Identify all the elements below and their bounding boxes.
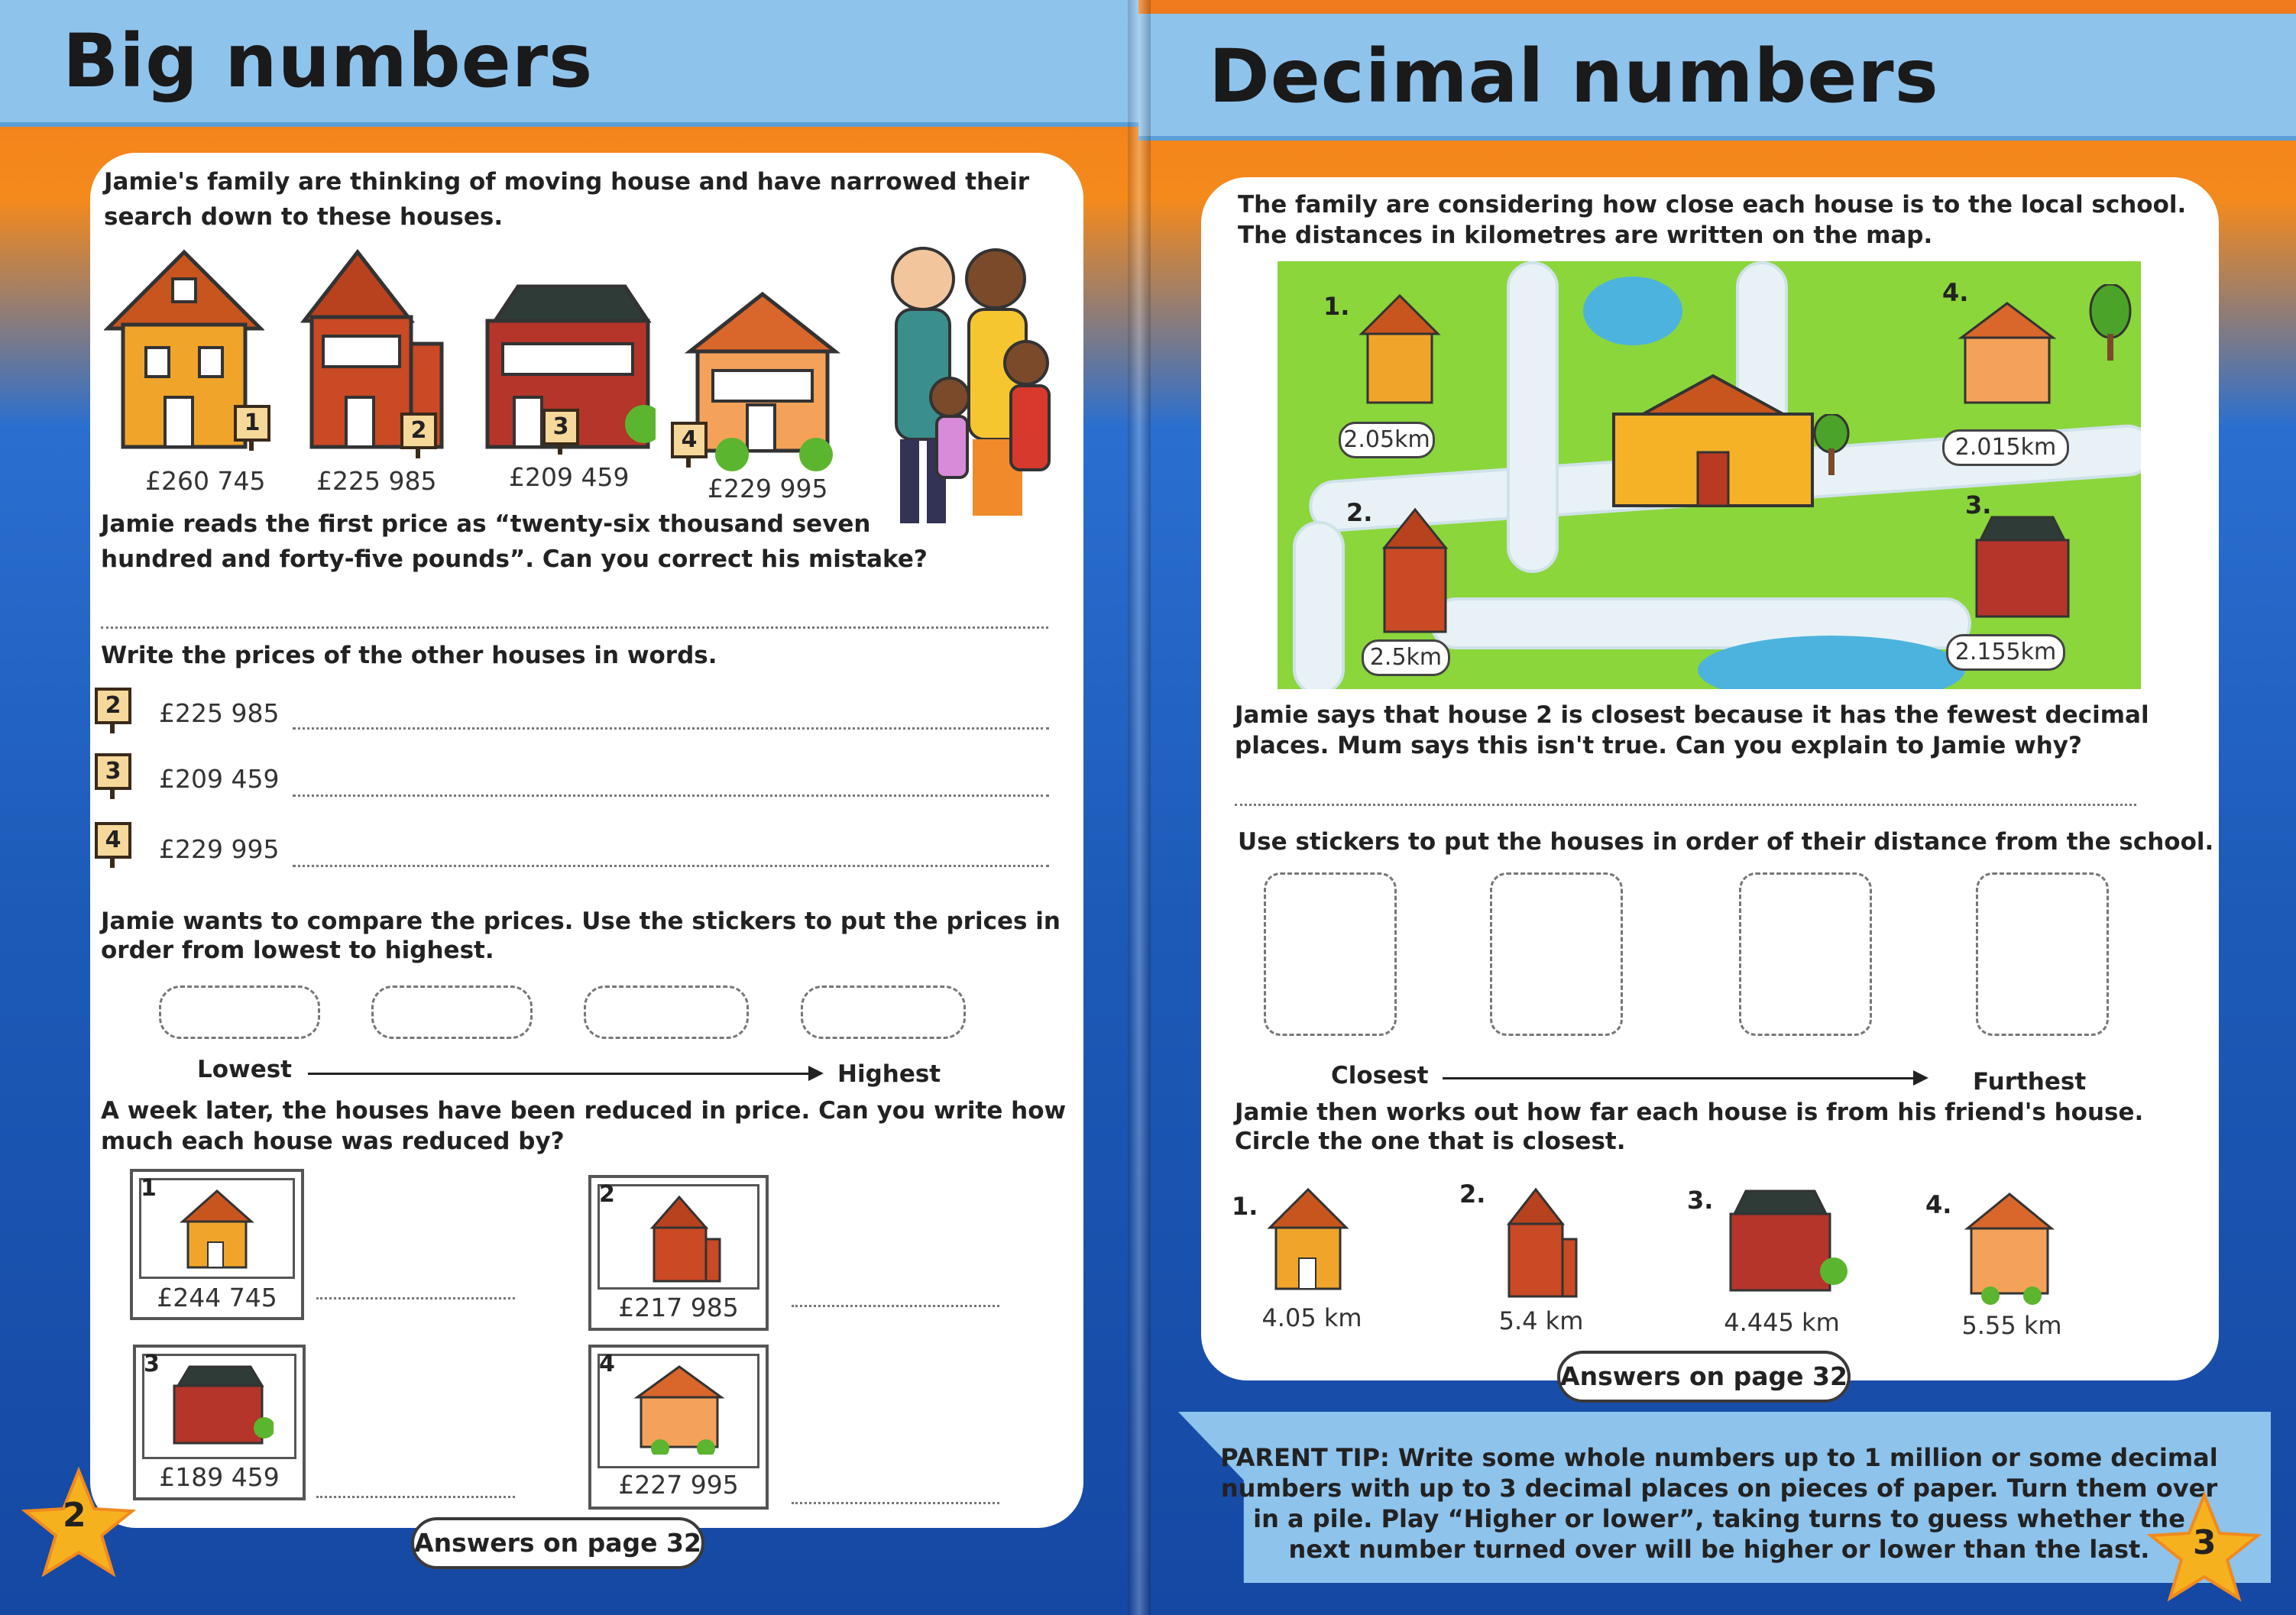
map-house-1-number: 1. (1323, 292, 1350, 321)
word-row-2-line[interactable] (293, 727, 1049, 730)
friend-house-2-km: 5.4 km (1498, 1306, 1584, 1335)
lowest-highest-arrow (308, 1073, 812, 1075)
map-house-2-icon (1373, 506, 1457, 636)
left-page-number: 2 (63, 1496, 86, 1535)
parent-tip-line-4: next number turned over will be higher or lower than the last. (1288, 1535, 2150, 1564)
question-3-line-1: Jamie wants to compare the prices. Use the stickers to put the prices in (101, 908, 1061, 935)
question-4-line-1: A week later, the houses have been reduced in price. Can you write how (101, 1097, 1067, 1125)
reduced-house-3-box (133, 1345, 306, 1500)
reduced-house-4-box (588, 1345, 769, 1510)
map-house-4-icon (1950, 299, 2064, 406)
reduced-line-3[interactable] (316, 1496, 515, 1498)
right-intro-line-2: The distances in kilometres are written on the map. (1238, 222, 1933, 249)
reduced-house-4-price: £227 995 (618, 1470, 739, 1500)
book-spine (1128, 0, 1151, 1615)
price-sticker-slot-2[interactable] (371, 986, 533, 1039)
left-page (0, 0, 1138, 1615)
map-house-1-distance: 2.05km (1339, 422, 1435, 458)
reduced-house-4-icon (630, 1363, 729, 1455)
house-2-sign: 2 (400, 413, 437, 449)
distance-sticker-slot-4[interactable] (1976, 872, 2109, 1036)
reduced-line-4[interactable] (792, 1502, 999, 1504)
right-question-2: Use stickers to put the houses in order of their distance from the school. (1238, 828, 2214, 856)
reduced-line-2[interactable] (792, 1305, 999, 1307)
reduced-house-1-price: £244 745 (157, 1283, 277, 1312)
friend-house-1-km: 4.05 km (1261, 1303, 1362, 1332)
map-house-3-distance: 2.155km (1946, 634, 2065, 671)
reduced-house-1-icon (179, 1187, 255, 1271)
price-sticker-slot-3[interactable] (584, 986, 749, 1039)
reduced-house-3-price: £189 459 (159, 1462, 280, 1492)
map-house-4-number: 4. (1942, 278, 1969, 307)
map-road-4 (1293, 521, 1345, 689)
furthest-label: Furthest (1973, 1068, 2087, 1096)
arrow-head-right (1913, 1070, 1928, 1086)
family-illustration (870, 233, 1076, 539)
map-house-3-icon (1965, 513, 2080, 620)
price-sticker-slot-1[interactable] (159, 986, 320, 1039)
map-tree-icon-2 (2087, 284, 2133, 361)
reduced-house-2-price: £217 985 (618, 1293, 739, 1322)
word-row-3-price: £209 459 (159, 764, 280, 794)
reduced-house-2-box (588, 1175, 769, 1331)
map-house-3-number: 3. (1965, 490, 1992, 519)
word-row-2-sign: 2 (95, 688, 131, 724)
reduced-line-1[interactable] (316, 1297, 515, 1299)
friend-house-4-icon[interactable] (1956, 1190, 2063, 1305)
map-house-4-distance: 2.015km (1942, 429, 2069, 466)
reduced-house-2-number: 2 (599, 1181, 615, 1208)
house-3-price: £209 459 (509, 462, 630, 492)
intro-line-1: Jamie's family are thinking of moving house and have narrowed their (104, 168, 1030, 196)
right-page-title: Decimal numbers (1209, 34, 1939, 119)
friend-house-4-number: 4. (1925, 1190, 1952, 1219)
friend-house-3-km: 4.445 km (1724, 1308, 1840, 1337)
house-3-sign: 3 (542, 409, 579, 445)
reduced-house-3-number: 3 (144, 1351, 160, 1377)
arrow-head (808, 1066, 824, 1081)
parent-tip-line-3: in a pile. Play “Higher or lower”, taking turns to guess whether the (1253, 1504, 2185, 1533)
left-panel (90, 153, 1083, 1528)
reduced-house-1-box (130, 1169, 304, 1320)
right-question-1-line-1: Jamie says that house 2 is closest because it has the fewest decimal (1235, 701, 2149, 729)
highest-label: Highest (837, 1060, 941, 1088)
house-2-price: £225 985 (316, 466, 437, 496)
word-row-4-sign: 4 (95, 822, 131, 859)
parent-tip-line-2: numbers with up to 3 decimal places on pieces of paper. Turn them over (1220, 1474, 2218, 1503)
friend-house-1-number: 1. (1232, 1192, 1258, 1221)
friend-house-3-number: 3. (1687, 1186, 1714, 1215)
map-pond (1583, 277, 1682, 345)
friend-house-1-icon[interactable] (1262, 1186, 1354, 1293)
map-house-2-number: 2. (1346, 498, 1373, 527)
right-answers-label: Answers on page 32 (1557, 1351, 1851, 1403)
closest-furthest-arrow (1443, 1077, 1916, 1079)
map-house-2-distance: 2.5km (1362, 639, 1450, 676)
question-1-line-2: hundred and forty-five pounds”. Can you correct his mistake? (101, 545, 928, 573)
house-4-sign: 4 (671, 422, 708, 458)
map-tree-icon (1812, 414, 1851, 475)
question-1-line-1: Jamie reads the first price as “twenty-six thousand seven (101, 510, 871, 538)
left-page-title: Big numbers (63, 18, 594, 104)
right-question-3-line-2: Circle the one that is closest. (1235, 1128, 1626, 1155)
right-intro-line-1: The family are considering how close each house is to the local school. (1238, 191, 2187, 218)
friend-house-3-icon[interactable] (1719, 1187, 1849, 1302)
word-row-3-line[interactable] (293, 795, 1049, 797)
right-panel (1201, 177, 2219, 1380)
word-row-4-line[interactable] (293, 865, 1049, 867)
distance-sticker-slot-1[interactable] (1264, 872, 1397, 1036)
parent-tip-line-1: PARENT TIP: Write some whole numbers up to 1 million or some decimal (1220, 1443, 2218, 1472)
question-2: Write the prices of the other houses in words. (101, 642, 717, 669)
distance-sticker-slot-2[interactable] (1490, 872, 1623, 1036)
distance-sticker-slot-3[interactable] (1739, 872, 1872, 1036)
closest-label: Closest (1331, 1062, 1429, 1089)
word-row-3-sign: 3 (95, 753, 131, 790)
reduced-house-4-number: 4 (599, 1351, 615, 1377)
lowest-label: Lowest (197, 1056, 292, 1083)
word-row-2-price: £225 985 (159, 698, 280, 728)
map (1278, 261, 2141, 689)
map-road-2 (1507, 261, 1559, 573)
right-answer-line[interactable] (1235, 804, 2136, 806)
right-question-3-line-1: Jamie then works out how far each house is from his friend's house. (1235, 1099, 2144, 1126)
house-4-price: £229 995 (708, 474, 828, 503)
answer-line-1[interactable] (101, 626, 1048, 629)
house-1-price: £260 745 (145, 466, 266, 496)
question-4-line-2: much each house was reduced by? (101, 1128, 565, 1155)
reduced-house-2-icon (645, 1193, 721, 1285)
right-page (1138, 0, 2296, 1615)
left-answers-label: Answers on page 32 (411, 1517, 704, 1569)
price-sticker-slot-4[interactable] (801, 986, 966, 1039)
word-row-4-price: £229 995 (159, 834, 280, 864)
reduced-house-3-icon (167, 1363, 274, 1447)
house-1-sign: 1 (234, 405, 270, 442)
right-page-number: 3 (2193, 1523, 2217, 1562)
reduced-house-1-number: 1 (141, 1175, 157, 1202)
friend-house-2-icon[interactable] (1498, 1186, 1582, 1300)
school-icon (1598, 368, 1828, 513)
right-question-1-line-2: places. Mum says this isn't true. Can you explain to Jamie why? (1235, 732, 2082, 759)
map-house-1-icon (1354, 292, 1446, 406)
intro-line-2: search down to these houses. (104, 203, 504, 231)
friend-house-2-number: 2. (1459, 1180, 1486, 1209)
friend-house-4-km: 5.55 km (1961, 1311, 2062, 1340)
question-3-line-2: order from lowest to highest. (101, 937, 494, 964)
